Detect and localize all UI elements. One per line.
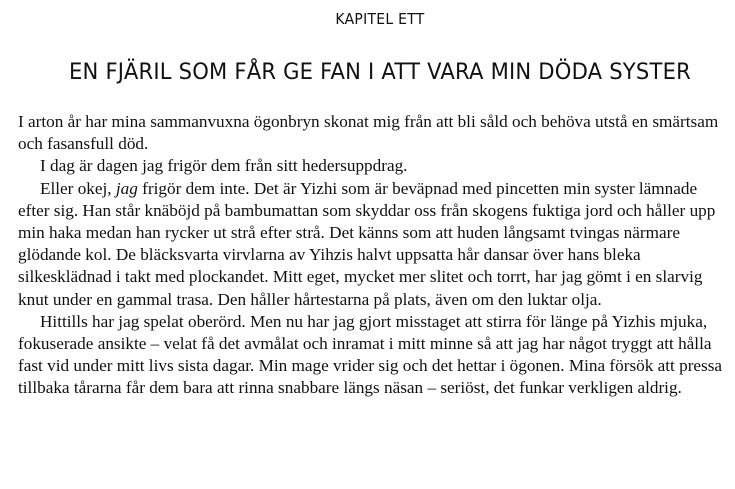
paragraph-2: I dag är dagen jag frigör dem från sitt hedersuppdrag.	[40, 156, 408, 176]
paragraph-3-start: Eller okej,	[40, 178, 116, 198]
paragraph-1: I arton år har mina sammanvuxna ögonbryn skonat mig från att bli såld och behöva utstå en smärtsam och fasansfull död.	[18, 112, 719, 154]
chapter-label: KAPITEL ETT	[335, 10, 425, 28]
body-text	[18, 111, 726, 400]
chapter-title: EN FJÄRIL SOM FÅR GE FAN I ATT VARA MIN DÖDA SYSTER	[69, 60, 691, 85]
emphasized-word: jag	[115, 178, 138, 198]
paragraph-3	[18, 178, 726, 311]
paragraph-4: Hittills har jag spelat oberörd. Men nu har jag gjort misstaget att stirra för länge på Yizhis mjuka, fokuserade ansikte – velat få det avmålat och inramat i mitt minne så att jag har något tryggt att hålla fast vid under mitt livs sista dagar. Min mage vrider sig och det hettar i ögonen. Mina försök att pressa tillbaka tårarna får dem bara att rinna snabbare längs näsan – seriöst, det funkar verkligen aldrig.	[18, 311, 723, 398]
paragraph-3-rest: frigör dem inte. Det är Yizhi som är beväpnad med pincetten min syster lämnade efter sig. Han står knäböjd på bambumattan som skyddar oss från skogens fuktiga jord och håller upp min haka medan han rycker ut strå efter strå. Det känns som att huden långsamt tvingas närmare glödande kol. De bläcksvarta virvlarna av Yihzis halvt uppsatta hår dansar över hans bleka silkesklädnad i takt med plockandet. Mitt eget, mycket mer slitet och torrt, har jag gömt i en slarvig knut under en gammal trasa. Den håller hårtestarna på plats, även om den luktar olja.	[18, 178, 716, 309]
